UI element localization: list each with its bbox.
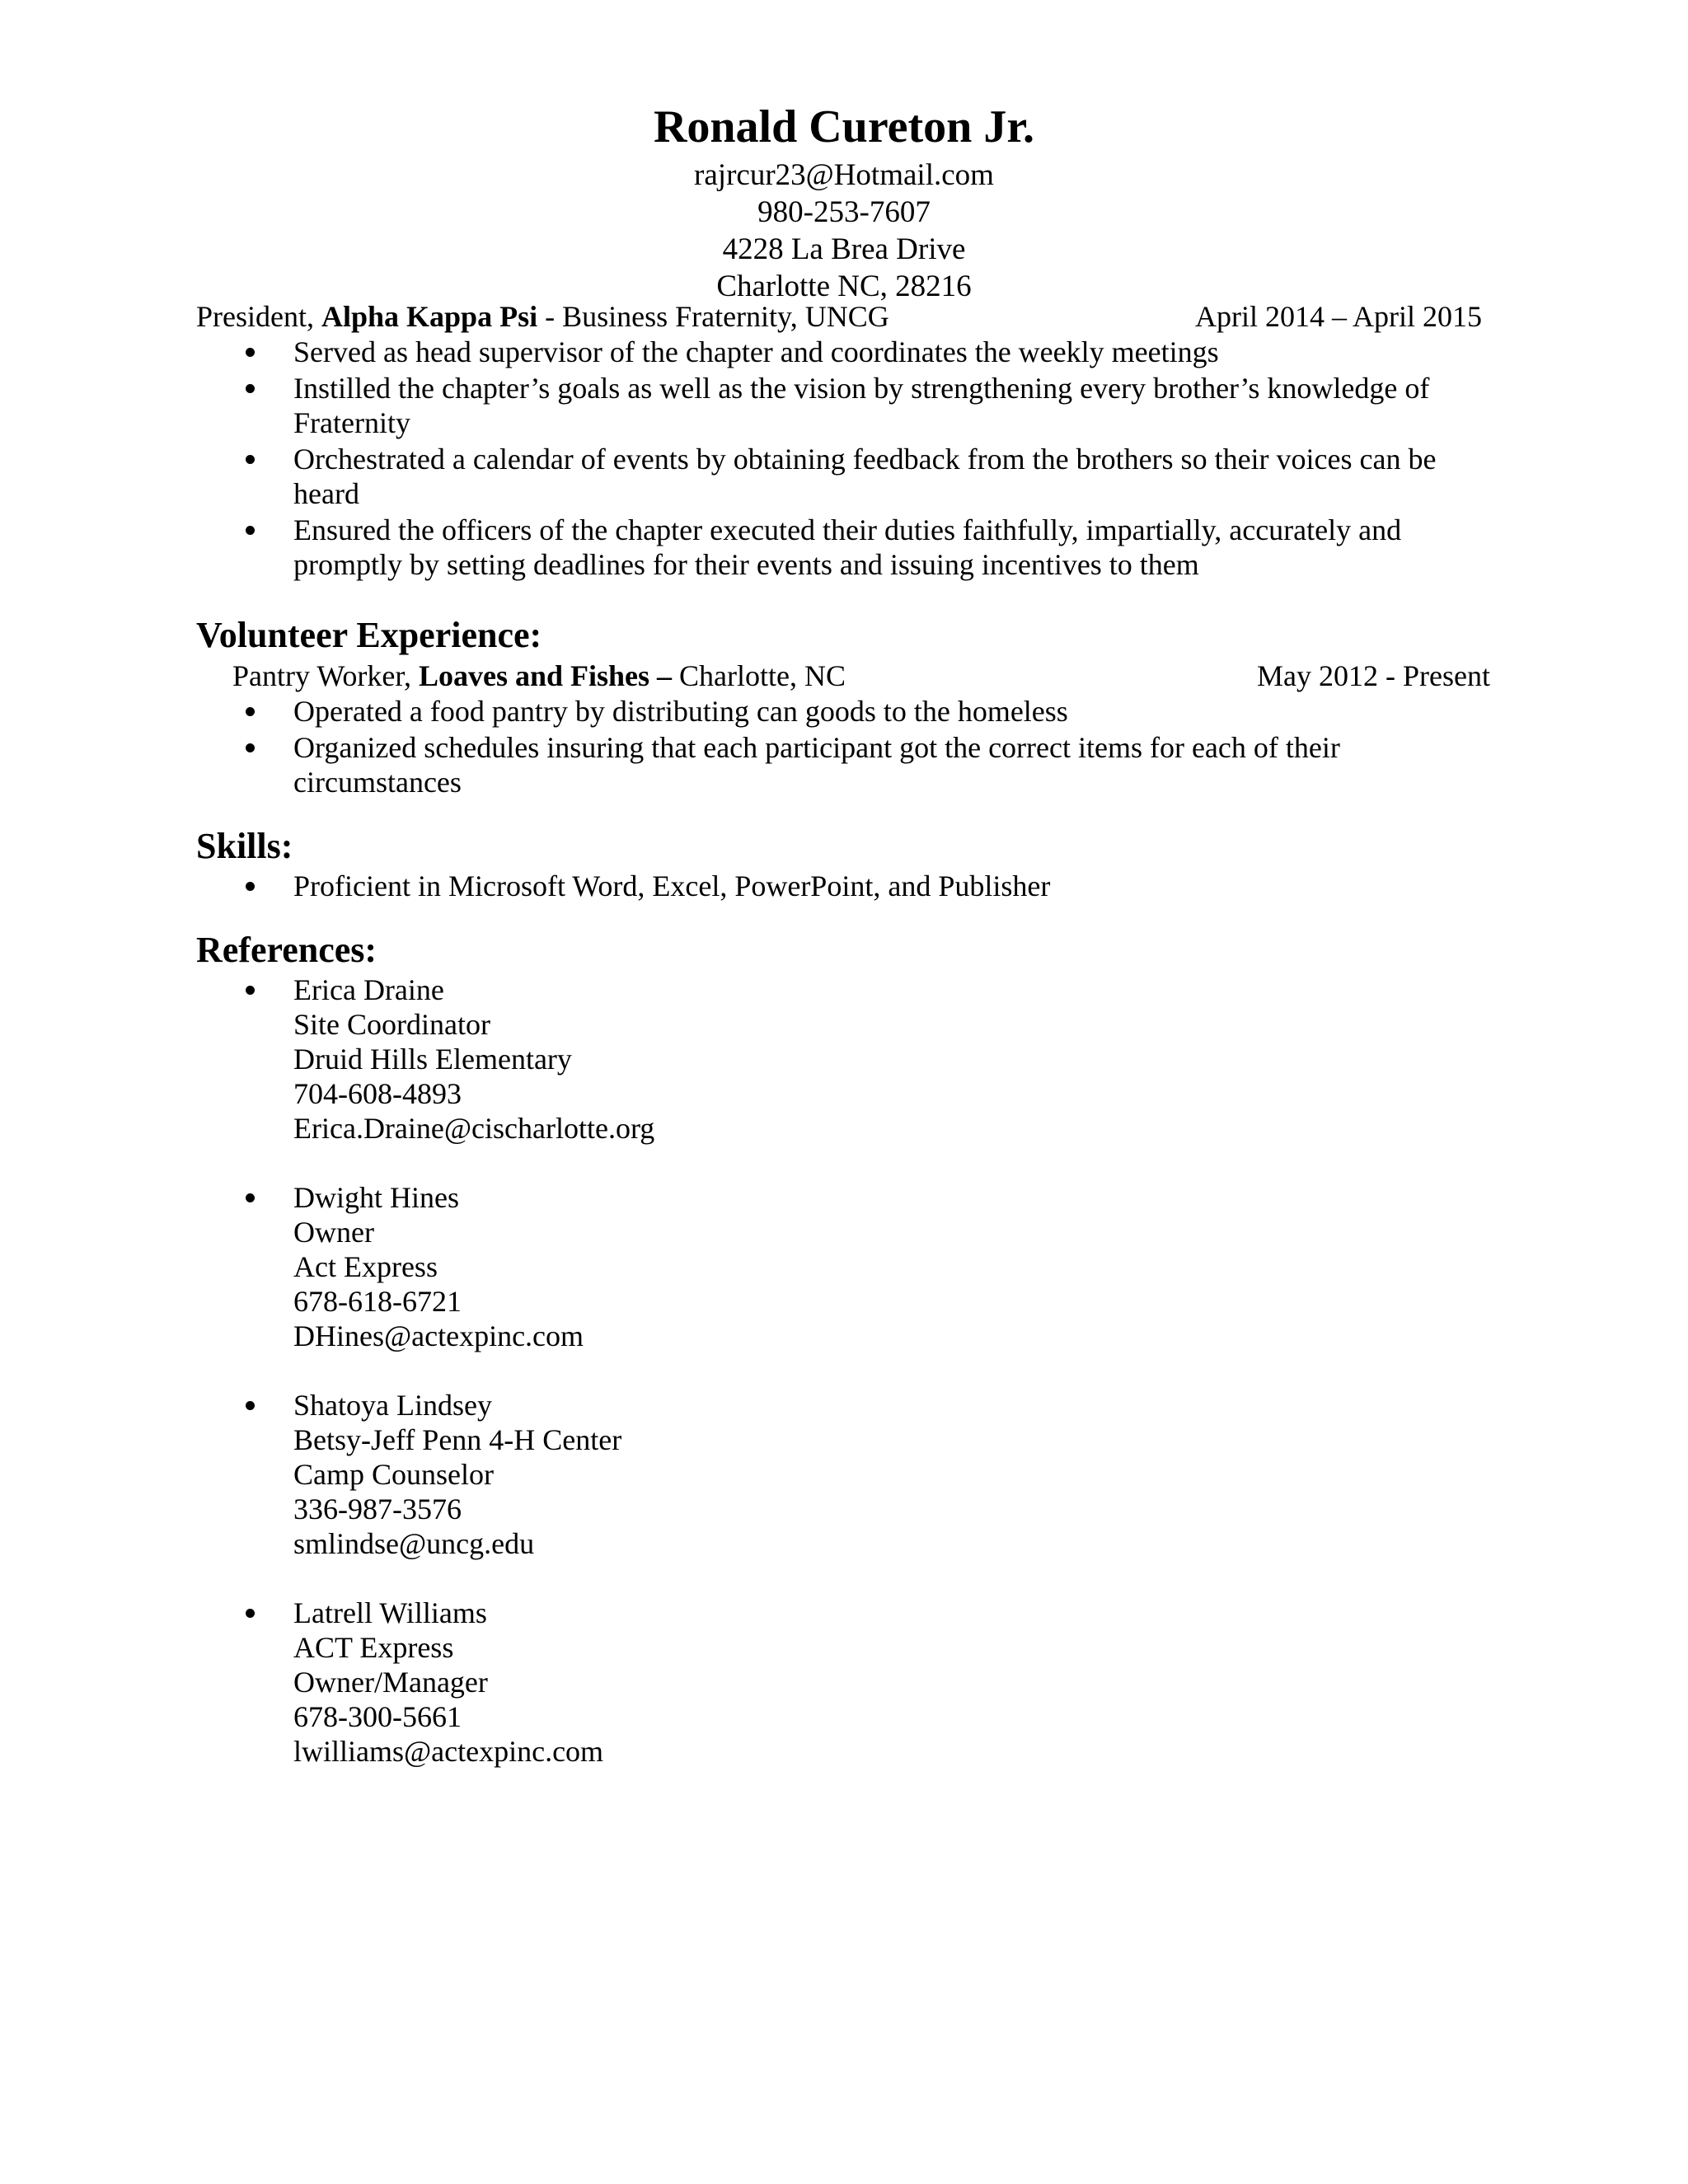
reference-detail: Owner — [293, 1216, 374, 1249]
reference-detail: ACT Express — [293, 1631, 454, 1664]
email-address: rajrcur23@Hotmail.com — [694, 158, 994, 192]
volunteer-section-title: Volunteer Experience: — [196, 615, 542, 655]
leadership-detail: - Business Fraternity, UNCG — [537, 300, 889, 333]
reference-detail: Owner/Manager — [293, 1666, 488, 1699]
street-address: 4228 La Brea Drive — [722, 232, 966, 266]
reference-name: Latrell Williams — [293, 1596, 487, 1629]
reference-phone: 678-300-5661 — [293, 1700, 462, 1733]
reference-item — [196, 972, 1482, 1146]
leadership-org: Alpha Kappa Psi — [321, 300, 538, 333]
reference-phone: 678-618-6721 — [293, 1285, 462, 1318]
spacer — [196, 801, 1482, 824]
reference-email: Erica.Draine@cischarlotte.org — [293, 1112, 655, 1145]
reference-email: DHines@actexpinc.com — [293, 1319, 584, 1352]
bullet-icon — [246, 348, 255, 357]
spacer — [196, 905, 1482, 928]
bullet-icon — [246, 1193, 255, 1202]
list-item: Instilled the chapter’s goals as well as the vision by strengthening every brother’s knowledge of Fraternity — [196, 371, 1482, 440]
leadership-bullet-list — [196, 335, 1482, 582]
skills-bullet-list — [196, 869, 1482, 903]
bullet-icon — [246, 384, 255, 393]
reference-email: smlindse@uncg.edu — [293, 1527, 535, 1560]
bullet-icon — [246, 1401, 255, 1410]
reference-detail: Act Express — [293, 1250, 438, 1283]
leadership-dates: April 2014 – April 2015 — [1195, 300, 1482, 333]
phone-number: 980-253-7607 — [757, 195, 931, 229]
list-item: Served as head supervisor of the chapter and coordinates the weekly meetings — [196, 335, 1482, 369]
reference-name: Shatoya Lindsey — [293, 1389, 492, 1422]
skills-section-title: Skills: — [196, 826, 293, 866]
list-item: Orchestrated a calendar of events by obtaining feedback from the brothers so their voices can be heard — [196, 442, 1482, 511]
bullet-icon — [246, 707, 255, 716]
references-list — [196, 972, 1482, 1769]
reference-item — [196, 1388, 1482, 1561]
reference-name: Erica Draine — [293, 973, 444, 1006]
leadership-entry-heading — [196, 298, 1482, 335]
leadership-role: President, — [196, 300, 321, 333]
bullet-icon — [246, 526, 255, 535]
bullet-icon — [246, 743, 255, 752]
reference-item — [196, 1180, 1482, 1353]
volunteer-entry-heading — [196, 658, 1490, 694]
volunteer-role: Pantry Worker, — [232, 659, 419, 692]
list-item: Operated a food pantry by distributing can goods to the homeless — [196, 694, 1482, 729]
volunteer-org: Loaves and Fishes – — [418, 659, 673, 692]
list-item: Organized schedules insuring that each participant got the correct items for each of their circumstances — [196, 730, 1482, 799]
spacer — [196, 583, 1482, 613]
reference-phone: 704-608-4893 — [293, 1077, 462, 1110]
reference-name: Dwight Hines — [293, 1181, 459, 1214]
volunteer-bullet-list — [196, 694, 1482, 799]
bullet-icon — [246, 455, 255, 464]
reference-phone: 336-987-3576 — [293, 1493, 462, 1526]
references-section-title: References: — [196, 930, 377, 970]
volunteer-dates: May 2012 - Present — [1257, 659, 1490, 692]
volunteer-detail: Charlotte, NC — [672, 659, 846, 692]
list-item: Ensured the officers of the chapter executed their duties faithfully, impartially, accurately and promptly by setting deadlines for their events and issuing incentives to them — [196, 513, 1482, 582]
reference-detail: Druid Hills Elementary — [293, 1043, 572, 1076]
reference-detail: Betsy-Jeff Penn 4-H Center — [293, 1423, 622, 1456]
bullet-icon — [246, 1609, 255, 1618]
city-address: Charlotte NC, 28216 — [716, 269, 972, 303]
bullet-icon — [246, 882, 255, 891]
reference-item — [196, 1596, 1482, 1769]
resume-body — [196, 298, 1490, 1803]
reference-email: lwilliams@actexpinc.com — [293, 1735, 604, 1768]
list-item: Proficient in Microsoft Word, Excel, PowerPoint, and Publisher — [196, 869, 1482, 903]
bullet-icon — [246, 986, 255, 995]
reference-detail: Camp Counselor — [293, 1458, 494, 1491]
reference-detail: Site Coordinator — [293, 1008, 490, 1041]
resume-header — [0, 97, 1688, 305]
candidate-name: Ronald Cureton Jr. — [653, 101, 1035, 152]
